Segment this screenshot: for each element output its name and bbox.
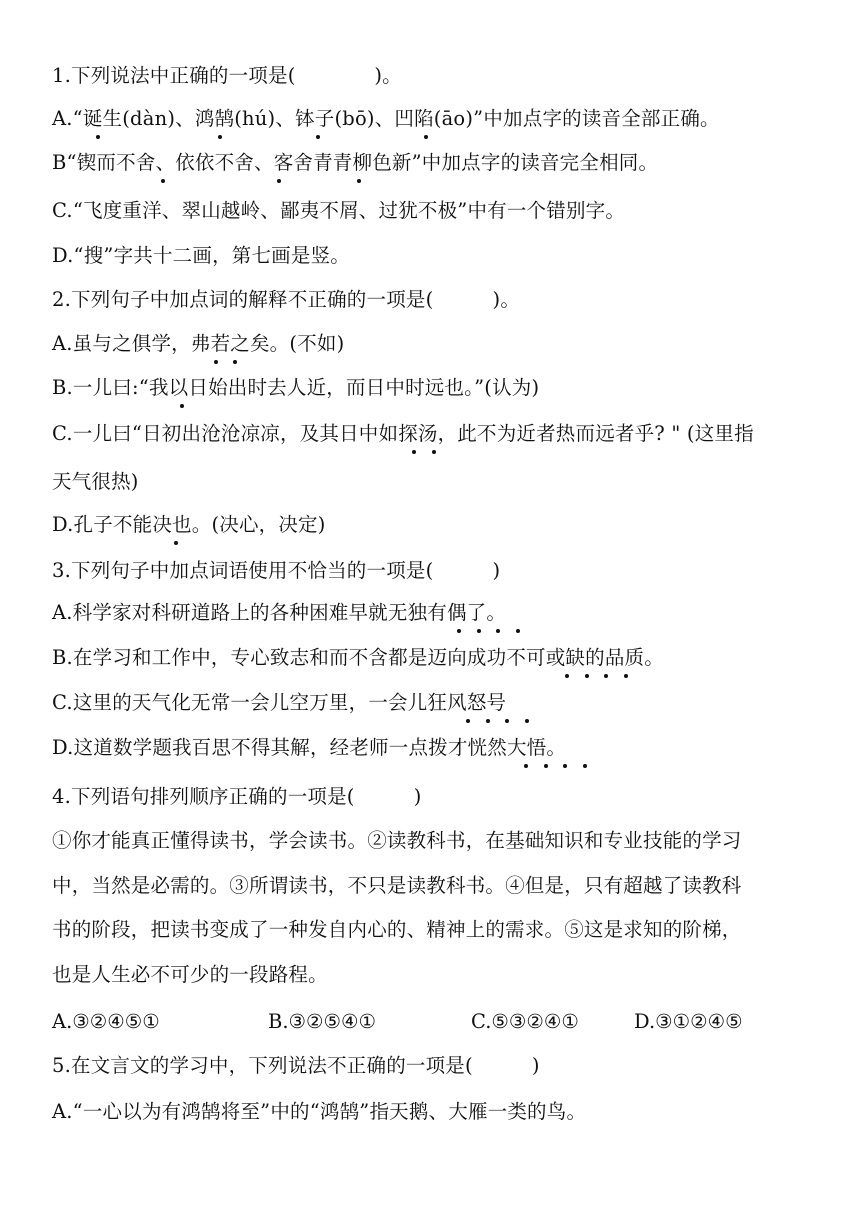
- q3-stem: 3.下列句子中加点词语使用不恰当的一项是( ): [52, 559, 501, 582]
- emphasis-dot: [161, 179, 165, 183]
- q1-option-b: B“锲而不舍、依依不舍、客舍青青柳色新”中加点字的读音完全相同。: [52, 151, 659, 174]
- q1-option-a: A.“诞生(dàn)、鸿鹄(hú)、钵子(bō)、凹陷(āo)”中加点字的读音全部正确。: [52, 107, 720, 130]
- q4-option-b: B.③②⑤④①: [268, 1010, 376, 1033]
- q5-option-a: A.“一心以为有鸿鹄将至”中的“鸿鹄”指天鹅、大雁一类的鸟。: [52, 1100, 587, 1123]
- q4-passage-line2: 中，当然是必需的。③所谓读书，不只是读教科书。④但是，只有超越了读教科: [52, 874, 742, 897]
- q1-option-d: D.“搜”字共十二画，第七画是竖。: [52, 244, 350, 267]
- q4-passage-line1: ①你才能真正懂得读书，学会读书。②读教科书，在基础知识和专业技能的学习: [52, 829, 742, 852]
- q4-option-c: C.⑤③②④①: [471, 1010, 579, 1033]
- emphasis-dot: [96, 135, 100, 139]
- emphasis-dot: [516, 629, 520, 633]
- q2-option-a: A.虽与之俱学，弗若之矣。(不如): [52, 332, 345, 355]
- q3-option-b: B.在学习和工作中，专心致志和而不含都是迈向成功不可或缺的品质。: [52, 646, 664, 669]
- emphasis-dot: [180, 404, 184, 408]
- emphasis-dot: [424, 135, 428, 139]
- emphasis-dot: [585, 674, 589, 678]
- emphasis-dot: [218, 135, 222, 139]
- emphasis-dot: [457, 629, 461, 633]
- q2-option-d: D.孔子不能决也。(决心，决定): [52, 513, 326, 536]
- q3-option-c: C.这里的天气化无常一会儿空万里，一会儿狂风怒号: [52, 691, 507, 714]
- emphasis-dot: [583, 764, 587, 768]
- emphasis-dot: [565, 674, 569, 678]
- q3-option-d: D.这道数学题我百思不得其解，经老师一点拨才恍然大悟。: [52, 736, 567, 759]
- emphasis-dot: [214, 360, 218, 364]
- q5-stem: 5.在文言文的学习中，下列说法不正确的一项是( ): [52, 1054, 540, 1077]
- q4-stem: 4.下列语句排列顺序正确的一项是( ): [52, 785, 422, 808]
- emphasis-dot: [412, 450, 416, 454]
- q2-option-c-line2: 天气很热): [52, 470, 139, 493]
- q4-option-d: D.③①②④⑤: [634, 1010, 743, 1033]
- emphasis-dot: [357, 179, 361, 183]
- q3-option-a: A.科学家对科研道路上的各种困难早就无独有偶了。: [52, 601, 507, 624]
- q2-option-c-line1: C.一儿曰“日初出沧沧凉凉，及其日中如探汤，此不为近者热而远者乎? " (这里指: [52, 422, 754, 445]
- q4-option-a: A.③②④⑤①: [52, 1010, 160, 1033]
- q4-passage-line4: 也是人生必不可少的一段路程。: [52, 963, 328, 986]
- emphasis-dot: [496, 629, 500, 633]
- emphasis-dot: [525, 719, 529, 723]
- emphasis-dot: [277, 179, 281, 183]
- emphasis-dot: [432, 450, 436, 454]
- emphasis-dot: [544, 764, 548, 768]
- q4-passage-line3: 书的阶段，把读书变成了一种发自内心的、精神上的需求。⑤这是求知的阶梯，: [52, 918, 742, 941]
- emphasis-dot: [563, 764, 567, 768]
- emphasis-dot: [174, 541, 178, 545]
- q2-option-b: B.一儿曰:“我以日始出时去人近，而日中时远也。”(认为): [52, 376, 540, 399]
- emphasis-dot: [524, 764, 528, 768]
- q1-option-c: C.“飞度重洋、翠山越岭、鄙夷不屑、过犹不极”中有一个错别字。: [52, 199, 626, 222]
- emphasis-dot: [233, 360, 237, 364]
- emphasis-dot: [316, 135, 320, 139]
- emphasis-dot: [505, 719, 509, 723]
- q2-stem: 2.下列句子中加点词的解释不正确的一项是( )。: [52, 288, 521, 311]
- emphasis-dot: [624, 674, 628, 678]
- emphasis-dot: [604, 674, 608, 678]
- emphasis-dot: [486, 719, 490, 723]
- q1-stem: 1.下列说法中正确的一项是( )。: [52, 64, 402, 87]
- emphasis-dot: [466, 719, 470, 723]
- emphasis-dot: [477, 629, 481, 633]
